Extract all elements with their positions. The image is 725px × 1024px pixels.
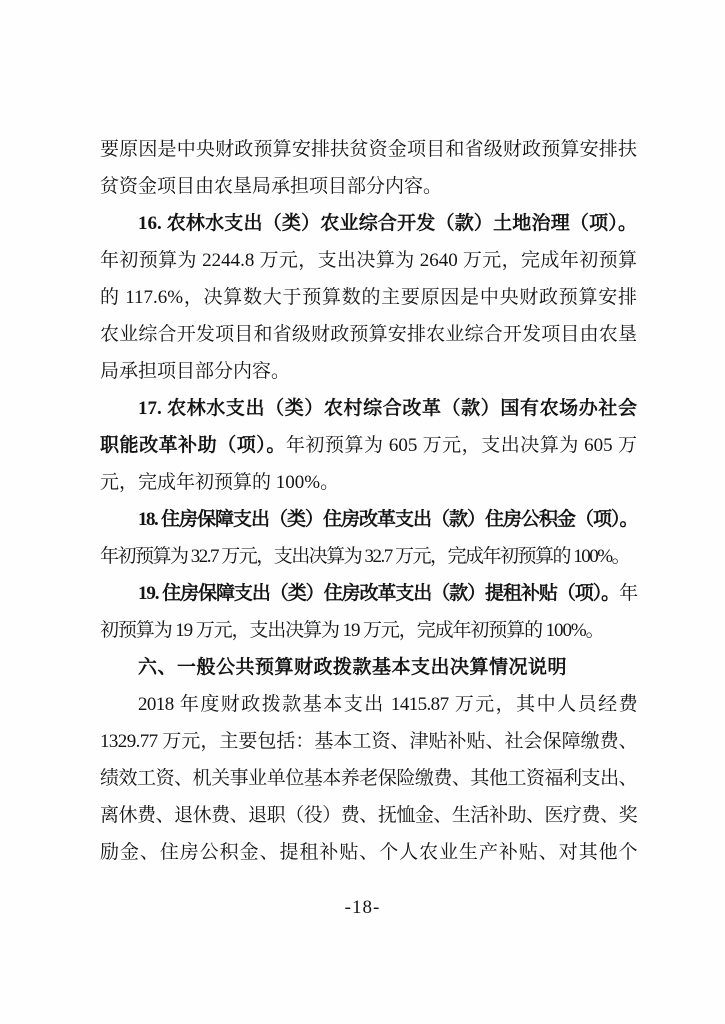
paragraph-item-19: [100, 575, 637, 649]
section-heading-6: [100, 649, 637, 686]
section-heading-6-text: 六、一般公共预算财政拨款基本支出决算情况说明: [138, 657, 568, 678]
paragraph-item-17: [100, 390, 637, 501]
item-16-heading: 16. 农林水支出（类）农业综合开发（款）土地治理（项）。: [138, 213, 637, 234]
paragraph-item-18: [100, 501, 637, 575]
paragraph-text: 要原因是中央财政预算安排扶贫资金项目和省级财政预算安排扶贫资金项目由农垦局承担项目部分内容。: [100, 139, 637, 197]
item-17-heading: 17. 农林水支出（类）农村综合改革（款）国有农场办社会职能改革补助（项）。: [100, 398, 637, 456]
paragraph-basic-expenditure: [100, 686, 637, 871]
paragraph-item-16: [100, 205, 637, 390]
item-19-body: 年初预算为 19 万元，支出决算为 19 万元，完成年初预算的 100%。: [100, 583, 637, 641]
basic-expenditure-text: 2018 年度财政拨款基本支出 1415.87 万元，其中人员经费 1329.77 万元，主要包括：基本工资、津贴补贴、社会保障缴费、绩效工资、机关事业单位基本养老保险缴费、其他工资福利支出、离休费、退休费、退职（役）费、抚恤金、生活补助、医疗费、奖励金、住房公积金、提租补贴、个人农业生产补贴、对其他个: [100, 694, 637, 863]
item-18-heading: 18. 住房保障支出（类）住房改革支出（款）住房公积金（项）。: [138, 509, 637, 530]
item-17-body: 年初预算为 605 万元，支出决算为 605 万元，完成年初预算的 100%。: [100, 435, 637, 493]
page-number: -18-: [344, 897, 381, 918]
item-19-heading: 19. 住房保障支出（类）住房改革支出（款）提租补贴（项）。: [138, 583, 620, 604]
item-16-body: 年初预算为 2244.8 万元，支出决算为 2640 万元，完成年初预算的 117.6%，决算数大于预算数的主要原因是中央财政预算安排农业综合开发项目和省级财政预算安排农业综合开发项目由农垦局承担项目部分内容。: [100, 250, 637, 382]
paragraph-continuation: [100, 131, 637, 205]
document-text-block: [100, 131, 637, 871]
item-18-body: 年初预算为 32.7 万元，支出决算为 32.7 万元，完成年初预算的 100%。: [100, 546, 630, 567]
